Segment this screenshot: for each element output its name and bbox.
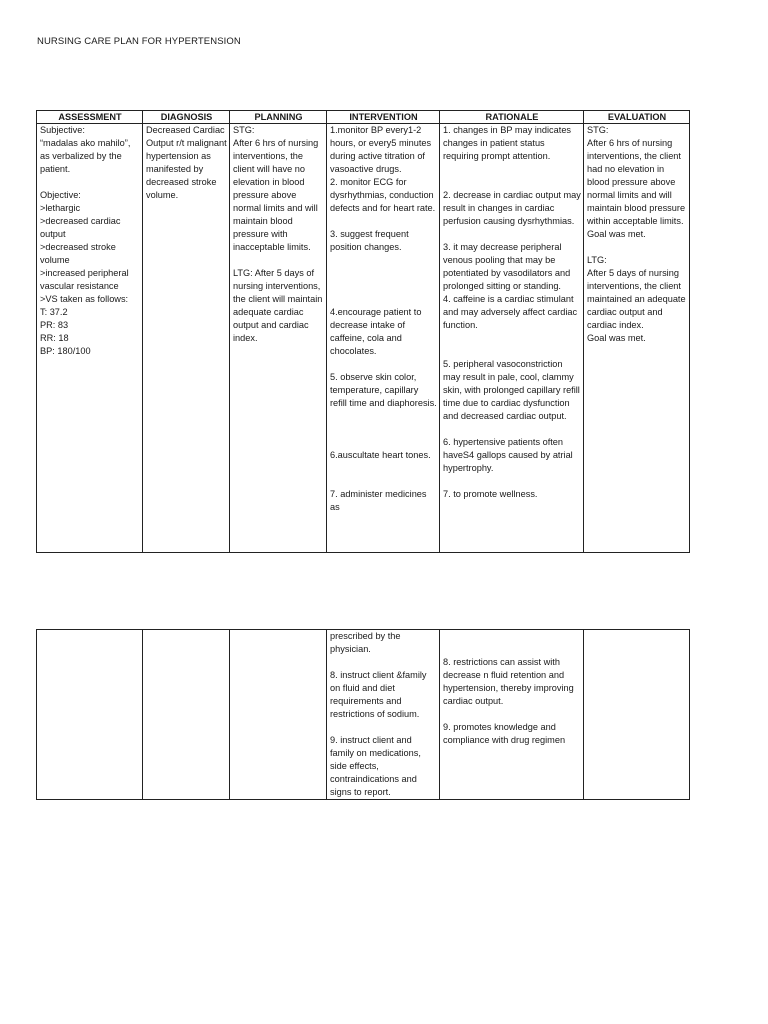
rationale-cell: 8. restrictions can assist with decrease n fluid retention and hypertension, thereby improving cardiac output. 9. promotes knowledge and compliance with drug regimen [440, 630, 584, 800]
care-plan-table [36, 110, 690, 553]
header-assessment: ASSESSMENT [37, 111, 143, 124]
document-title: NURSING CARE PLAN FOR HYPERTENSION [37, 36, 241, 47]
intervention-cell: prescribed by the physician. 8. instruct client &family on fluid and diet requirements and restrictions of sodium. 9. instruct client and family on medications, side effects, contraindications and signs to report. [327, 630, 440, 800]
header-rationale: RATIONALE [440, 111, 584, 124]
assessment-cell [37, 630, 143, 800]
assessment-cell: Subjective: “madalas ako mahilo”, as verbalized by the patient. Objective: >lethargic >decreased cardiac output >decreased stroke volume >increased peripheral vascular resistance >VS taken as follows: T: 37.2 PR: 83 RR: 18 BP: 180/100 [37, 124, 143, 553]
diagnosis-cell [143, 630, 230, 800]
header-planning: PLANNING [230, 111, 327, 124]
planning-cell: STG: After 6 hrs of nursing interventions, the client will have no elevation in blood pressure above normal limits and will maintain blood pressure with inacceptable limits. LTG: After 5 days of nursing interventions, the client will maintain adequate cardiac output and cardiac index. [230, 124, 327, 553]
care-plan-table-continued [36, 629, 690, 800]
header-diagnosis: DIAGNOSIS [143, 111, 230, 124]
header-intervention: INTERVENTION [327, 111, 440, 124]
table-header-row [37, 111, 690, 124]
evaluation-cell: STG: After 6 hrs of nursing interventions, the client had no elevation in blood pressure above normal limits and will maintain blood pressure within acceptable limits. Goal was met. LTG: After 5 days of nursing interventions, the client maintained an adequate cardiac output and cardiac index. Goal was met. [584, 124, 690, 553]
evaluation-cell [584, 630, 690, 800]
diagnosis-cell: Decreased Cardiac Output r/t malignant hypertension as manifested by decreased stroke volume. [143, 124, 230, 553]
table-row [37, 124, 690, 553]
intervention-cell: 1.monitor BP every1-2 hours, or every5 minutes during active titration of vasoactive drugs. 2. monitor ECG for dysrhythmias, conduction defects and for heart rate. 3. suggest frequent position changes. 4.encourage patient to decrease intake of caffeine, cola and chocolates. 5. observe skin color, temperature, capillary refill time and diaphoresis. 6.auscultate heart tones. 7. administer medicines as [327, 124, 440, 553]
header-evaluation: EVALUATION [584, 111, 690, 124]
planning-cell [230, 630, 327, 800]
rationale-cell: 1. changes in BP may indicates changes in patient status requiring prompt attention. 2. decrease in cardiac output may result in changes in cardiac perfusion causing dysrhythmias. 3. it may decrease peripheral venous pooling that may be potentiated by vasodilators and prolonged sitting or standing. 4. caffeine is a cardiac stimulant and may adversely affect cardiac function. 5. peripheral vasoconstriction may result in pale, cool, clammy skin, with prolonged capillary refill time due to cardiac dysfunction and decreased cardiac output. 6. hypertensive patients often haveS4 gallops caused by atrial hypertrophy. 7. to promote wellness. [440, 124, 584, 553]
table-row [37, 630, 690, 800]
